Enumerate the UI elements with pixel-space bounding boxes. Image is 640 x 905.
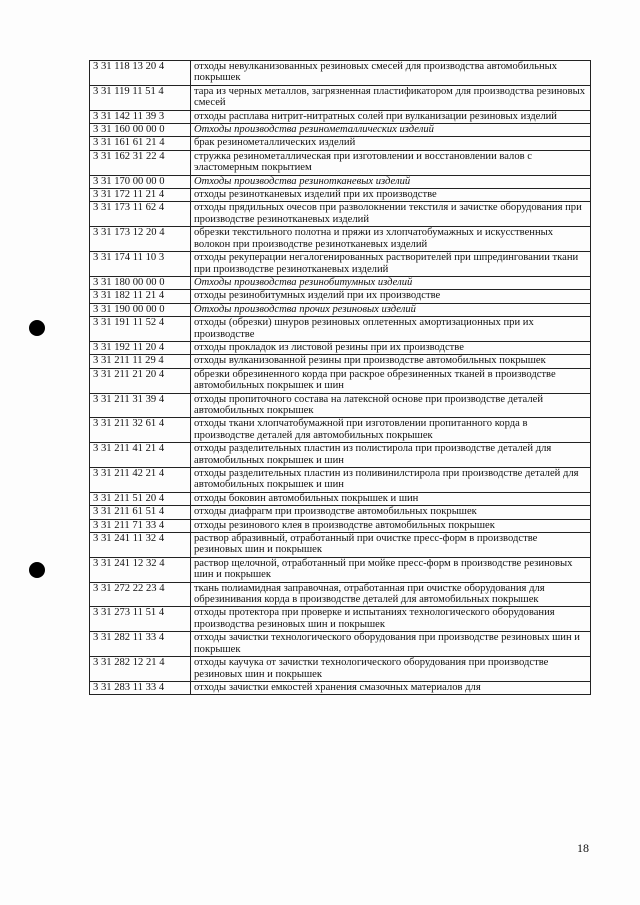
waste-code-cell: 3 31 119 11 51 4: [90, 85, 191, 110]
waste-code-cell: 3 31 211 11 29 4: [90, 355, 191, 368]
waste-code-cell: 3 31 118 13 20 4: [90, 61, 191, 86]
table-row: [90, 418, 591, 443]
waste-description-cell: отходы (обрезки) шнуров резиновых оплетенных амортизационных при их производстве: [191, 317, 591, 342]
table-group-row: [90, 276, 591, 289]
waste-description-cell: отходы зачистки технологического оборудования при производстве резиновых шин и покрышек: [191, 632, 591, 657]
table-row: [90, 582, 591, 607]
table-row: [90, 468, 591, 493]
waste-description-cell: отходы вулканизованной резины при производстве автомобильных покрышек: [191, 355, 591, 368]
punch-hole-bottom: [29, 562, 45, 578]
table-row: [90, 341, 591, 354]
waste-description-cell: раствор абразивный, отработанный при очистке пресс-форм в производстве резиновых шин и покрышек: [191, 533, 591, 558]
waste-code-cell: 3 31 282 12 21 4: [90, 657, 191, 682]
waste-code-cell: 3 31 282 11 33 4: [90, 632, 191, 657]
table-row: [90, 632, 591, 657]
waste-code-cell: 3 31 211 21 20 4: [90, 368, 191, 393]
waste-description-cell: ткань полиамидная заправочная, отработанная при очистке оборудования для обрезинивания корда в производстве деталей для автомобильных покрышек: [191, 582, 591, 607]
waste-description-cell: отходы резинобитумных изделий при их производстве: [191, 290, 591, 303]
waste-code-cell: 3 31 173 11 62 4: [90, 202, 191, 227]
table-row: [90, 61, 591, 86]
table-group-row: [90, 303, 591, 316]
waste-codes-table: [89, 60, 591, 695]
waste-description-cell: Отходы производства резинотканевых изделий: [191, 175, 591, 188]
waste-code-cell: 3 31 182 11 21 4: [90, 290, 191, 303]
waste-description-cell: отходы невулканизованных резиновых смесей для производства автомобильных покрышек: [191, 61, 591, 86]
page-number: 18: [577, 841, 589, 855]
waste-code-cell: 3 31 162 31 22 4: [90, 150, 191, 175]
waste-code-cell: 3 31 241 11 32 4: [90, 533, 191, 558]
table-row: [90, 519, 591, 532]
table-row: [90, 506, 591, 519]
waste-code-cell: 3 31 180 00 00 0: [90, 276, 191, 289]
table-row: [90, 368, 591, 393]
waste-code-cell: 3 31 160 00 00 0: [90, 124, 191, 137]
waste-code-cell: 3 31 283 11 33 4: [90, 681, 191, 694]
waste-code-cell: 3 31 211 71 33 4: [90, 519, 191, 532]
waste-code-cell: 3 31 192 11 20 4: [90, 341, 191, 354]
waste-code-cell: 3 31 174 11 10 3: [90, 252, 191, 277]
waste-code-cell: 3 31 170 00 00 0: [90, 175, 191, 188]
table-row: [90, 533, 591, 558]
table-row: [90, 150, 591, 175]
waste-description-cell: отходы расплава нитрит-нитратных солей при вулканизации резиновых изделий: [191, 110, 591, 123]
waste-description-cell: тара из черных металлов, загрязненная пластификатором для производства резиновых смесей: [191, 85, 591, 110]
waste-description-cell: отходы прокладок из листовой резины при их производстве: [191, 341, 591, 354]
waste-code-cell: 3 31 191 11 52 4: [90, 317, 191, 342]
table-row: [90, 355, 591, 368]
table-row: [90, 202, 591, 227]
waste-description-cell: стружка резинометаллическая при изготовлении и восстановлении валов с эластомерным покрытием: [191, 150, 591, 175]
waste-code-cell: 3 31 173 12 20 4: [90, 227, 191, 252]
waste-code-cell: 3 31 211 51 20 4: [90, 492, 191, 505]
waste-code-cell: 3 31 211 32 61 4: [90, 418, 191, 443]
table-row: [90, 137, 591, 150]
waste-code-cell: 3 31 272 22 23 4: [90, 582, 191, 607]
punch-hole-top: [29, 320, 45, 336]
waste-code-cell: 3 31 211 61 51 4: [90, 506, 191, 519]
waste-code-cell: 3 31 190 00 00 0: [90, 303, 191, 316]
table-row: [90, 252, 591, 277]
table-row: [90, 85, 591, 110]
waste-description-cell: отходы каучука от зачистки технологического оборудования при производстве резиновых шин и покрышек: [191, 657, 591, 682]
waste-code-cell: 3 31 142 11 39 3: [90, 110, 191, 123]
table-row: [90, 492, 591, 505]
waste-description-cell: отходы резинового клея в производстве автомобильных покрышек: [191, 519, 591, 532]
table-group-row: [90, 124, 591, 137]
waste-description-cell: отходы боковин автомобильных покрышек и шин: [191, 492, 591, 505]
table-row: [90, 290, 591, 303]
table-row: [90, 657, 591, 682]
waste-code-cell: 3 31 172 11 21 4: [90, 189, 191, 202]
waste-description-cell: отходы прядильных очесов при разволокнении текстиля и зачистке оборудования при производстве резинотканевых изделий: [191, 202, 591, 227]
table-group-row: [90, 175, 591, 188]
waste-description-cell: Отходы производства резинометаллических изделий: [191, 124, 591, 137]
table-row: [90, 110, 591, 123]
waste-description-cell: отходы разделительных пластин из поливинилстирола при производстве деталей для автомобильных покрышек и шин: [191, 468, 591, 493]
waste-description-cell: обрезки обрезиненного корда при раскрое обрезиненных тканей в производстве автомобильных покрышек и шин: [191, 368, 591, 393]
table-row: [90, 393, 591, 418]
waste-code-cell: 3 31 273 11 51 4: [90, 607, 191, 632]
waste-description-cell: отходы зачистки емкостей хранения смазочных материалов для: [191, 681, 591, 694]
waste-description-cell: раствор щелочной, отработанный при мойке пресс-форм в производстве резиновых шин и покрышек: [191, 557, 591, 582]
waste-description-cell: Отходы производства резинобитумных изделий: [191, 276, 591, 289]
table-row: [90, 227, 591, 252]
table-body: [90, 61, 591, 695]
waste-code-cell: 3 31 211 31 39 4: [90, 393, 191, 418]
waste-description-cell: отходы рекуперации негалогенированных растворителей при шпрединговании ткани при производстве резинотканевых изделий: [191, 252, 591, 277]
table-row: [90, 317, 591, 342]
waste-description-cell: отходы пропиточного состава на латексной основе при производстве деталей автомобильных покрышек: [191, 393, 591, 418]
waste-description-cell: отходы протектора при проверке и испытаниях технологического оборудования производства резиновых шин и покрышек: [191, 607, 591, 632]
waste-code-cell: 3 31 161 61 21 4: [90, 137, 191, 150]
table-row: [90, 681, 591, 694]
table-row: [90, 189, 591, 202]
waste-description-cell: отходы диафрагм при производстве автомобильных покрышек: [191, 506, 591, 519]
waste-code-cell: 3 31 211 42 21 4: [90, 468, 191, 493]
waste-description-cell: Отходы производства прочих резиновых изделий: [191, 303, 591, 316]
table-row: [90, 557, 591, 582]
waste-description-cell: обрезки текстильного полотна и пряжи из хлопчатобумажных и искусственных волокон при производстве резинотканевых изделий: [191, 227, 591, 252]
waste-description-cell: брак резинометаллических изделий: [191, 137, 591, 150]
table-row: [90, 607, 591, 632]
waste-description-cell: отходы разделительных пластин из полистирола при производстве деталей для автомобильных покрышек и шин: [191, 443, 591, 468]
table-row: [90, 443, 591, 468]
waste-code-cell: 3 31 211 41 21 4: [90, 443, 191, 468]
waste-code-cell: 3 31 241 12 32 4: [90, 557, 191, 582]
waste-description-cell: отходы резинотканевых изделий при их производстве: [191, 189, 591, 202]
waste-description-cell: отходы ткани хлопчатобумажной при изготовлении пропитанного корда в производстве деталей для автомобильных покрышек: [191, 418, 591, 443]
